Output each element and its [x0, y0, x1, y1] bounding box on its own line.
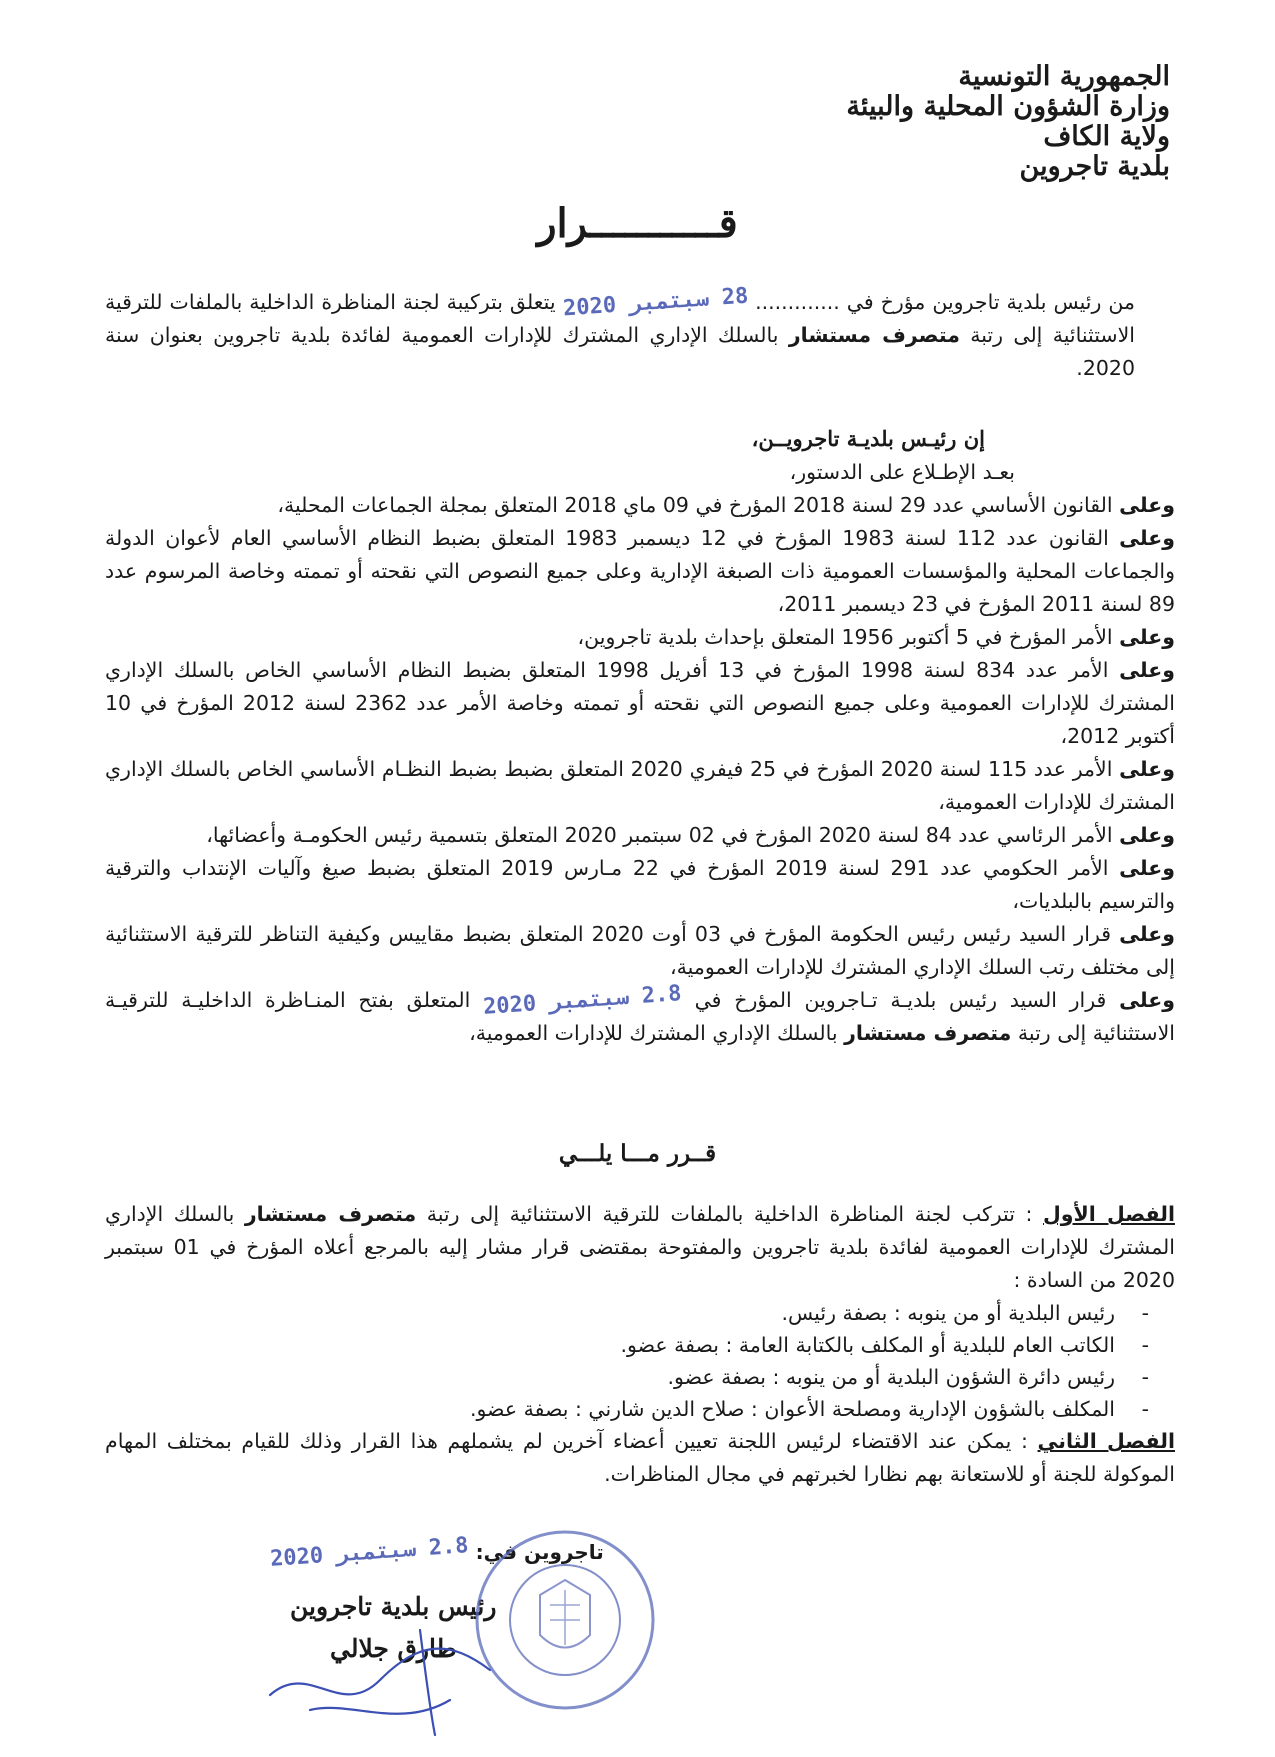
visa-label: وعلى	[1119, 922, 1175, 946]
visa-label: وعلى	[1119, 856, 1175, 880]
visa-text: الأمر عدد 115 لسنة 2020 المؤرخ في 25 فيفري 2020 المتعلق بضبط بضبط النظـام الأساسي الخاص بالسلك الإداري المشترك للإدارات العمومية،	[105, 757, 1175, 814]
visa-item	[105, 981, 1175, 1050]
article-2-label: الفصل الثاني	[1037, 1429, 1175, 1453]
committee-member: - الكاتب العام للبلدية أو المكلف بالكتابة العامة : بصفة عضو.	[105, 1329, 1115, 1361]
mayor-heading: إن رئيـس بلديـة تاجرويــن،	[751, 426, 985, 451]
visa-item	[105, 489, 1175, 522]
committee-member: - المكلف بالشؤون الإدارية ومصلحة الأعوان : صلاح الدين شارني : بصفة عضو.	[105, 1393, 1115, 1425]
preamble-text: يتعلق بتركيبة لجنة المناظرة الداخلية بالملفات	[169, 290, 556, 314]
visa-label: وعلى	[1119, 757, 1176, 781]
visa-item	[105, 654, 1175, 753]
preamble-text: بالسلك الإداري المشترك للإدارات العمومية لفائدة بلدية	[290, 323, 779, 347]
letterhead	[830, 62, 1170, 182]
letterhead-governorate: ولاية الكاف	[1043, 121, 1170, 152]
grade-name: متصرف مستشار	[244, 1202, 417, 1226]
date-stamp: 2.8 سبتمبر 2020	[482, 981, 683, 1020]
visa-item	[105, 918, 1175, 984]
letterhead-republic: الجمهورية التونسية	[958, 61, 1170, 92]
visa-text: بالسلك الإداري المشترك للإدارات العمومية،	[469, 1021, 838, 1045]
visa-text: المتعلق بفتح المنـاظرة الداخليـة للترقيـة الاستثنائية إلى رتبة	[105, 988, 1175, 1045]
visa-text: الأمر عدد 834 لسنة 1998 المؤرخ في 13 أفريل 1998 المتعلق بضبط النظام الأساسي الخاص بالسلك الإداري المشترك للإدارات العمومية وعلى جميع النصوص التي نقحته أو تممته وخاصة الأمر عدد 2362 لسنة 2012 المؤرخ في 10 أكتوبر 2012،	[105, 658, 1175, 748]
visa-text: القانون الأساسي عدد 29 لسنة 2018 المؤرخ في 09 ماي 2018 المتعلق بمجلة الجماعات المحلية،	[277, 493, 1113, 517]
visas-section	[105, 456, 1175, 1050]
visa-text: الأمر الرئاسي عدد 84 لسنة 2020 المؤرخ في 02 سبتمبر 2020 المتعلق بتسمية رئيس الحكومـة وأعضائها،	[206, 823, 1113, 847]
visa-text: القانون عدد 112 لسنة 1983 المؤرخ في 12 ديسمبر 1983 المتعلق بضبط النظام الأساسي العام لأعوان الدولة والجماعات المحلية والمؤسسات العمومية ذات الصبغة الإدارية وعلى جميع النصوص التي نقحته أو تممته وخاصة المرسوم عدد 89 لسنة 2011 المؤرخ في 23 ديسمبر 2011،	[105, 526, 1175, 616]
committee-members-list	[105, 1297, 1175, 1425]
visa-text: الأمر المؤرخ في 5 أكتوبر 1956 المتعلق بإحداث بلدية تاجروين،	[577, 625, 1113, 649]
handwritten-signature	[250, 1600, 510, 1740]
preamble-text: تاجروين بعنوان سنة 2020.	[105, 323, 1135, 380]
visa-item	[105, 522, 1175, 621]
committee-member: - رئيس البلدية أو من ينوبه : بصفة رئيس.	[105, 1297, 1115, 1329]
article-text: : تتركب لجنة المناظرة الداخلية بالملفات للترقية الاستثنائية إلى رتبة	[426, 1202, 1033, 1226]
visa-text: قرار السيد رئيس بلديـة تـاجروين المؤرخ في	[694, 988, 1107, 1012]
document-title: قـــــــــــرار	[537, 200, 738, 247]
letterhead-municipality: بلدية تاجروين	[1019, 151, 1170, 182]
visa-constitution: بعـد الإطـلاع على الدستور،	[789, 460, 1015, 484]
visa-label: وعلى	[1119, 658, 1175, 682]
visa-label: وعلى	[1119, 625, 1175, 649]
committee-member: - رئيس دائرة الشؤون البلدية أو من ينوبه : بصفة عضو.	[105, 1361, 1115, 1393]
preamble-text: للترقية الاستثنائية إلى رتبة	[105, 290, 1135, 347]
grade-name: متصرف مستشار	[844, 1021, 1012, 1045]
visa-text: الأمر الحكومي عدد 291 لسنة 2019 المؤرخ في 22 مـارس 2019 المتعلق بضبط صيغ وآليات الإنتداب والترقية والترسيم بالبلديات،	[105, 856, 1175, 913]
signatory-title: رئيس بلدية تاجروين	[290, 1592, 497, 1621]
date-stamp: 28 سبتمبر 2020	[561, 283, 749, 322]
visa-text: قرار السيد رئيس رئيس الحكومة المؤرخ في 03 أوت 2020 المتعلق بضبط مقاييس وكيفية التناظر للترقية الاستثنائية إلى مختلف رتب السلك الإداري المشترك للإدارات العمومية،	[105, 922, 1175, 979]
visa-item	[105, 819, 1175, 852]
article-1-label: الفصل الأول	[1043, 1202, 1175, 1226]
date-stamp: 2.8 سبتمبر 2020	[269, 1533, 470, 1572]
visa-label: وعلى	[1119, 988, 1175, 1012]
grade-name: متصرف مستشار	[788, 323, 960, 347]
article-2	[105, 1425, 1175, 1491]
preamble	[105, 283, 1175, 385]
signatory-name: طارق جلالي	[330, 1634, 457, 1663]
visa-item	[105, 852, 1175, 918]
signature-date-label: تاجروين في:	[475, 1540, 604, 1564]
visa-label: وعلى	[1119, 526, 1175, 550]
article-text: : يمكن عند الاقتضاء لرئيس اللجنة تعيين أعضاء آخرين لم يشملهم هذا القرار وذلك للقيام بمختلف المهام الموكولة للجنة أو للاستعانة بهم نظارا لخبرتهم في مجال المناظرات.	[105, 1429, 1175, 1486]
visa-label: وعلى	[1119, 493, 1175, 517]
article-1	[105, 1198, 1175, 1297]
letterhead-ministry: وزارة الشؤون المحلية والبيئة	[846, 91, 1170, 122]
decides-heading: قــرر مـــا يلـــي	[558, 1140, 717, 1167]
visa-label: وعلى	[1119, 823, 1175, 847]
visa-item	[105, 621, 1175, 654]
article-text: بالسلك الإداري المشترك للإدارات العمومية لفائدة بلدية تاجروين والمفتوحة بمقتضى قرار مشار إليه بالمرجع أعلاه المؤرخ في 01 سبتمبر 2020 من السادة :	[105, 1202, 1175, 1292]
preamble-text: من رئيس بلدية تاجروين مؤرخ في .............	[755, 290, 1135, 314]
articles-section	[105, 1198, 1175, 1491]
visa-item	[105, 753, 1175, 819]
